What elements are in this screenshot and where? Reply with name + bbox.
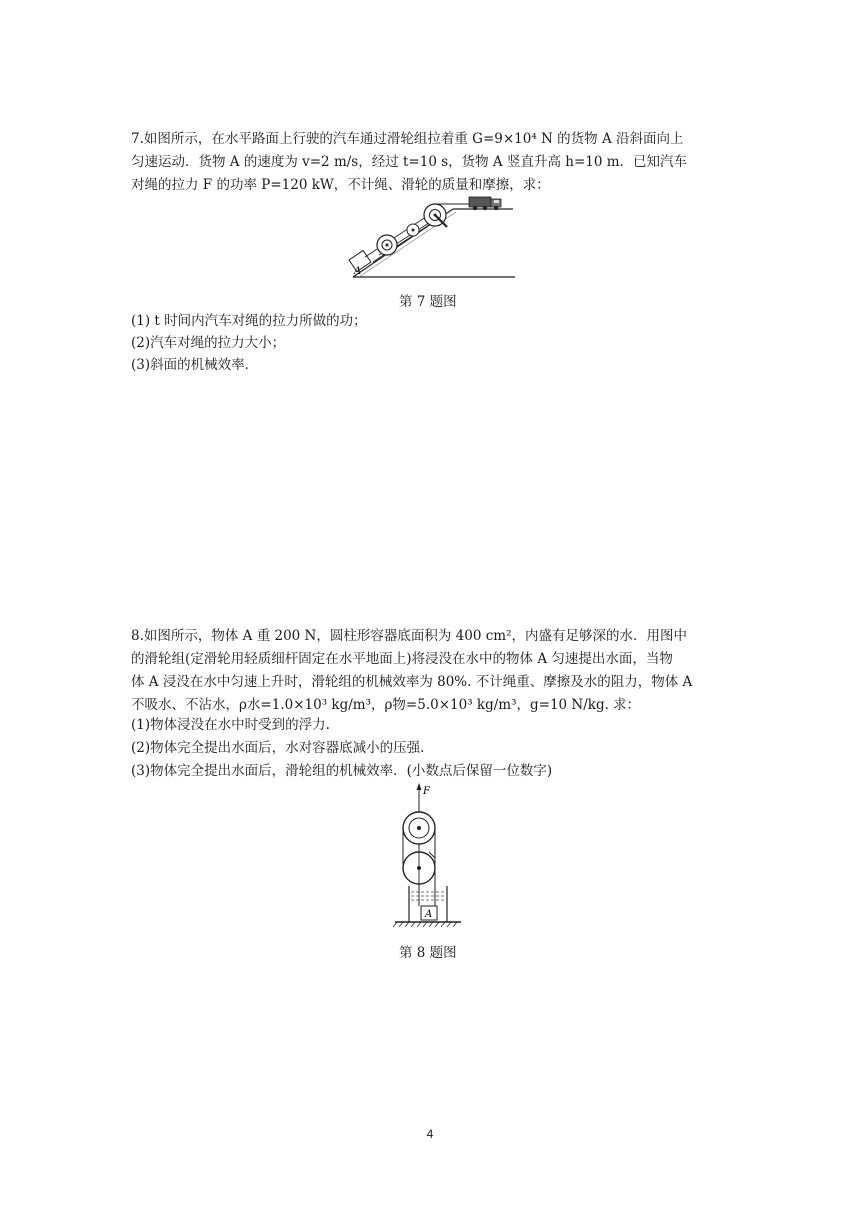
question-8-figure-label-a: A bbox=[425, 909, 433, 920]
question-8-line-1: 8.如图所示，物体 A 重 200 N，圆柱形容器底面积为 400 cm²，内盛有足够深的水．用图中 bbox=[131, 628, 687, 644]
question-8-figure bbox=[385, 782, 465, 932]
question-8-line-3: 体 A 浸没在水中匀速上升时，滑轮组的机械效率为 80%. 不计绳重、摩擦及水的阻力，物体 A bbox=[131, 674, 693, 690]
question-7-figure bbox=[335, 195, 520, 287]
question-7-item-1: (1) t 时间内汽车对绳的拉力所做的功； bbox=[131, 313, 367, 329]
page-number: 4 bbox=[426, 1127, 434, 1141]
question-7-figure-caption: 第 7 题图 bbox=[399, 294, 457, 310]
question-8-line-2: 的滑轮组(定滑轮用轻质细杆固定在水平地面上)将浸没在水中的物体 A 匀速提出水面，当物 bbox=[131, 651, 673, 667]
question-8-item-3: (3)物体完全提出水面后，滑轮组的机械效率．(小数点后保留一位数字) bbox=[131, 763, 553, 779]
question-8-item-2: (2)物体完全提出水面后，水对容器底减小的压强. bbox=[131, 740, 425, 756]
question-7-line-2: 匀速运动．货物 A 的速度为 v=2 m/s，经过 t=10 s，货物 A 竖直升高 h=10 m．已知汽车 bbox=[131, 154, 688, 170]
question-7-line-3: 对绳的拉力 F 的功率 P=120 kW，不计绳、滑轮的质量和摩擦，求： bbox=[131, 177, 550, 193]
question-7-item-2: (2)汽车对绳的拉力大小； bbox=[131, 335, 286, 351]
question-8-text bbox=[131, 625, 741, 717]
question-8-line-4: 不吸水、不沾水，ρ水=1.0×10³ kg/m³，ρ物=5.0×10³ kg/m³，g=10 N/kg. 求： bbox=[131, 697, 641, 713]
question-7-figure-label-a: A bbox=[354, 266, 362, 277]
question-8-figure-label-f: F bbox=[423, 786, 430, 797]
truck-icon bbox=[469, 197, 501, 210]
question-8-item-1: (1)物体浸没在水中时受到的浮力. bbox=[131, 717, 330, 733]
question-7-text bbox=[131, 128, 741, 197]
question-7-item-3: (3)斜面的机械效率． bbox=[131, 357, 259, 373]
question-8-figure-caption: 第 8 题图 bbox=[399, 945, 457, 961]
question-7-line-1: 7.如图所示，在水平路面上行驶的汽车通过滑轮组拉着重 G=9×10⁴ N 的货物 A 沿斜面向上 bbox=[131, 131, 684, 147]
